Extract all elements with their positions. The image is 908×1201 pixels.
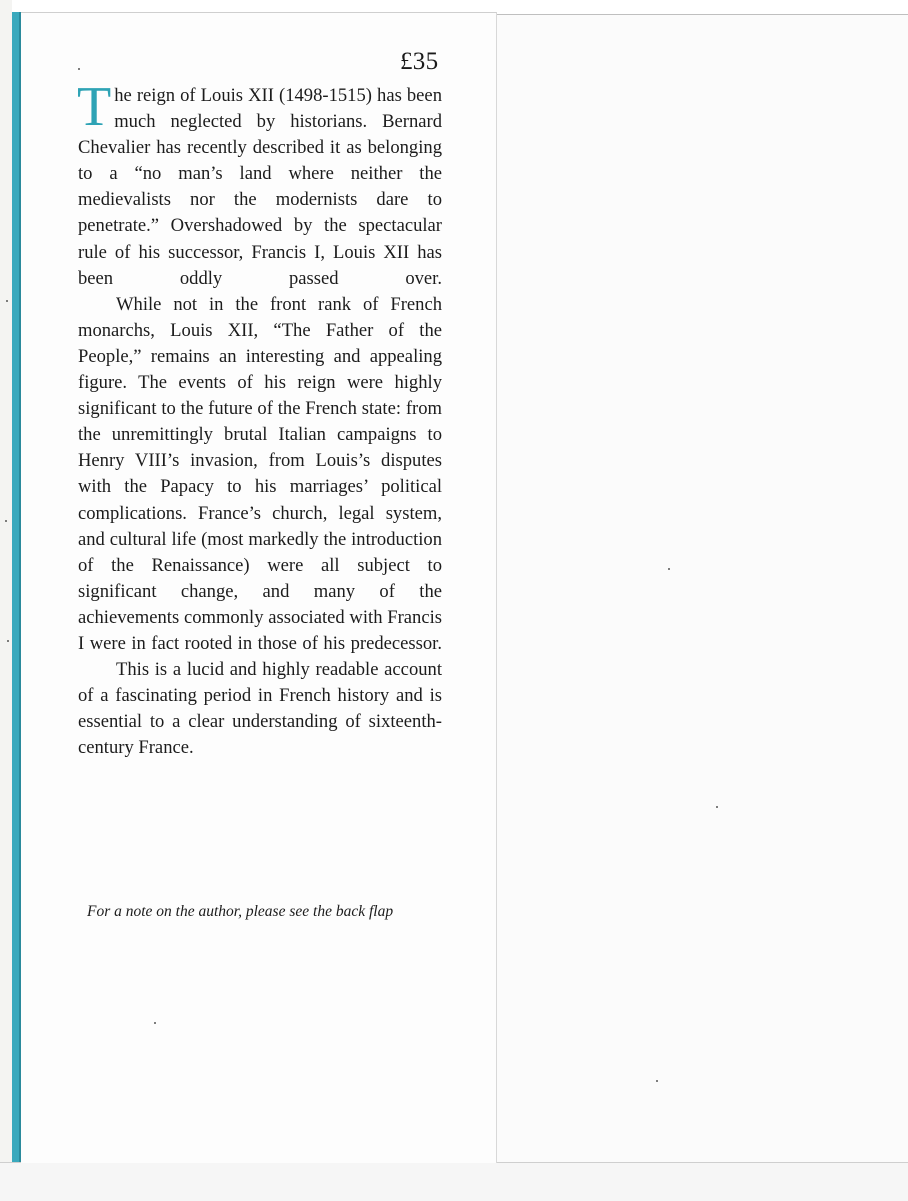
price-label: £35 <box>400 48 439 75</box>
paragraph-3: This is a lucid and highly readable account of a fascinating period in French history and is essential to a clear understanding of sixteenth-century France. <box>78 659 442 759</box>
scan-edge <box>0 0 12 1200</box>
dust-speck <box>7 640 9 642</box>
flap-copy <box>77 76 442 761</box>
dust-speck <box>6 300 8 302</box>
scan-bottom-margin <box>0 1162 908 1201</box>
adjacent-blank-page <box>497 14 908 1163</box>
dust-speck <box>154 1022 156 1024</box>
author-note: For a note on the author, please see the back flap <box>87 903 394 920</box>
dust-speck <box>5 520 7 522</box>
paragraph-2: While not in the front rank of French monarchs, Louis XII, “The Father of the People,” remains an interesting and appealing figure. The events of his reign were highly significant to the future of the French state: from the unremittingly brutal Italian campaigns to Henry VIII’s invasion, from Louis’s disputes with the Papacy to his marriages’ political complications. France’s church, legal system, and cultural life (most markedly the introduction of the Renaissance) were all subject to significant change, and many of the achievements commonly associated with Francis I were in fact rooted in those of his predecessor. <box>78 293 442 654</box>
paragraph-1 <box>77 76 442 292</box>
paragraph-1-text: he reign of Louis XII (1498-1515) has been much neglected by historians. Bernard Chevalier has recently described it as belonging to a “no man’s land where neither the medievalists nor the modernists dare to penetrate.” Overshadowed by the spectacular rule of his successor, Francis I, Louis XII has been oddly passed over. <box>78 85 442 289</box>
dust-speck <box>656 1080 658 1082</box>
drop-cap: T <box>77 76 112 138</box>
dust-speck <box>78 68 80 70</box>
dust-speck <box>668 568 670 570</box>
dust-speck <box>716 806 718 808</box>
